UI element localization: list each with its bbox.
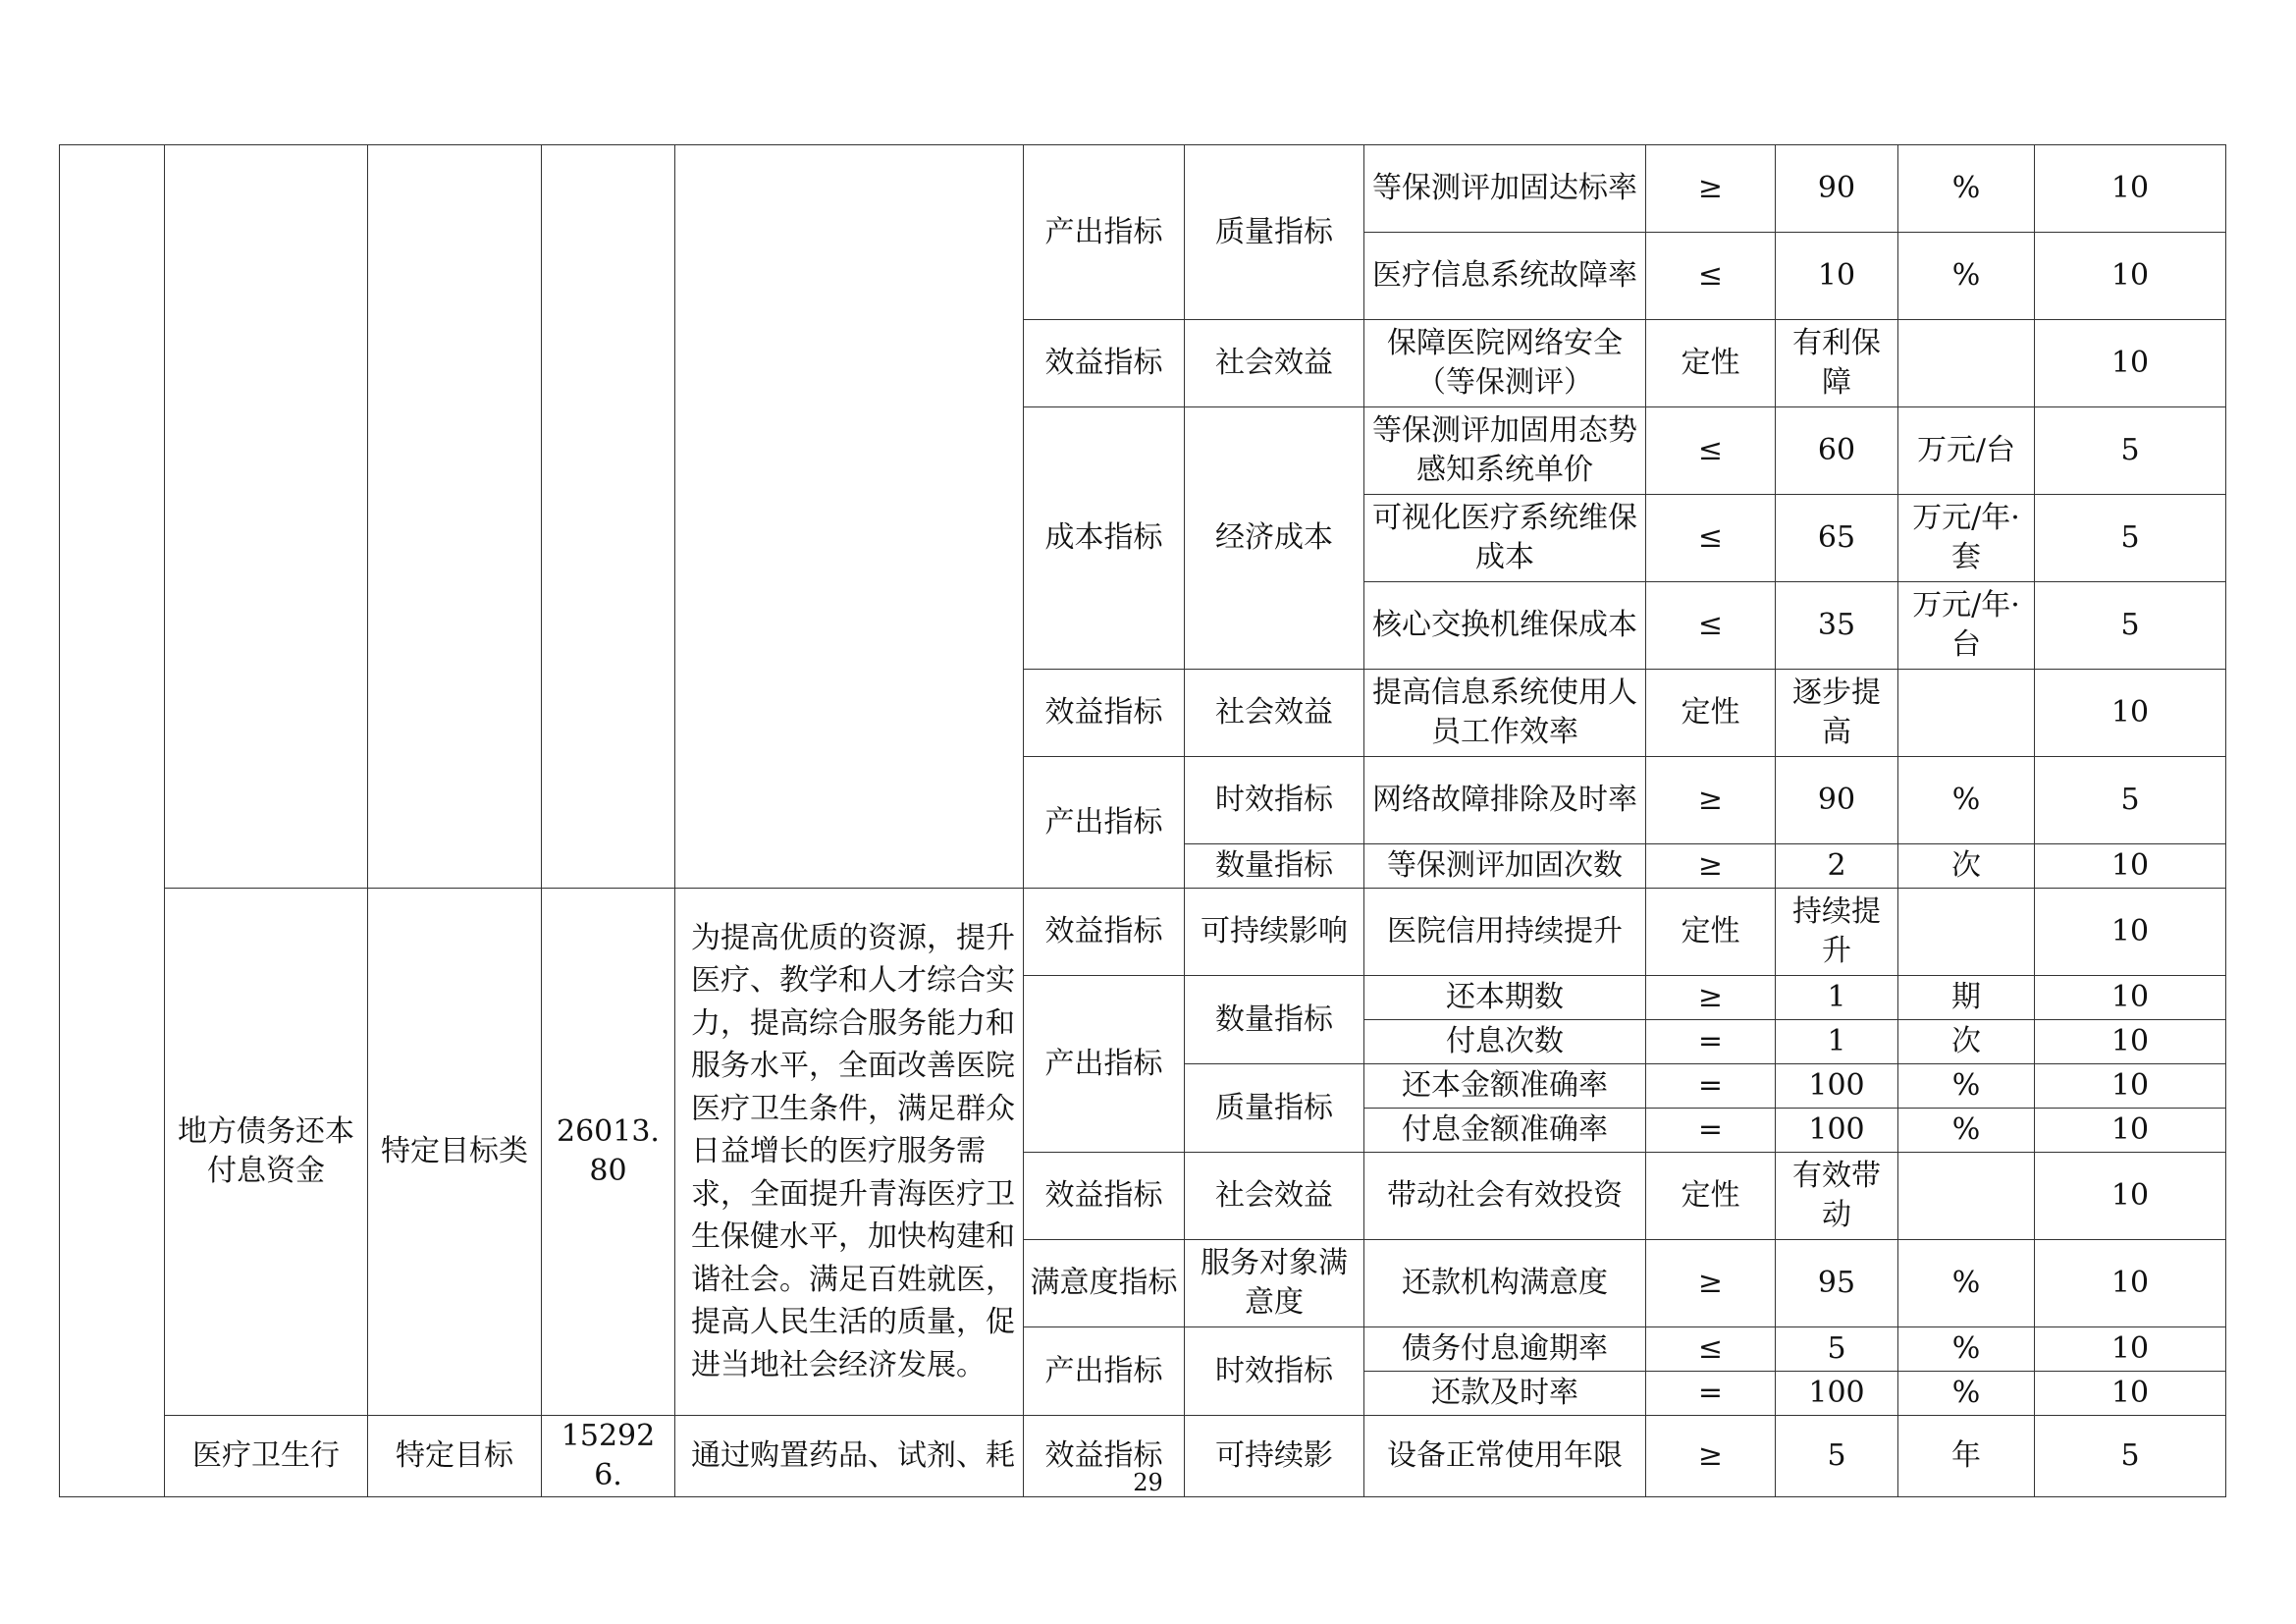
level2-indicator-cell: 质量指标 xyxy=(1185,145,1364,320)
operator-cell: ≥ xyxy=(1646,976,1776,1020)
operator-cell: = xyxy=(1646,1064,1776,1109)
level2-indicator-cell: 时效指标 xyxy=(1185,757,1364,844)
indicator-name-cell: 医院信用持续提升 xyxy=(1364,889,1646,976)
unit-cell: 万元/台 xyxy=(1898,407,2035,495)
blank-index-cell xyxy=(60,145,165,1497)
level1-indicator-cell: 成本指标 xyxy=(1024,407,1185,670)
value-cell: 2 xyxy=(1776,844,1898,889)
unit-cell: 期 xyxy=(1898,976,2035,1020)
indicator-name-cell: 等保测评加固达标率 xyxy=(1364,145,1646,233)
unit-cell: % xyxy=(1898,1064,2035,1109)
indicator-name-cell: 医疗信息系统故障率 xyxy=(1364,233,1646,320)
indicator-name-cell: 付息金额准确率 xyxy=(1364,1109,1646,1153)
level2-indicator-cell: 质量指标 xyxy=(1185,1064,1364,1153)
score-cell: 10 xyxy=(2035,889,2226,976)
value-cell: 有效带动 xyxy=(1776,1153,1898,1240)
unit-cell: % xyxy=(1898,1327,2035,1372)
level1-indicator-cell: 产出指标 xyxy=(1024,757,1185,889)
indicator-name-cell: 核心交换机维保成本 xyxy=(1364,582,1646,670)
operator-cell: ≤ xyxy=(1646,582,1776,670)
page-number: 29 xyxy=(1133,1469,1163,1496)
project-name-cell xyxy=(165,145,368,889)
unit-cell xyxy=(1898,320,2035,407)
unit-cell: 次 xyxy=(1898,844,2035,889)
performance-target-cell: 通过购置药品、试剂、耗 xyxy=(675,1416,1024,1497)
level1-indicator-cell: 产出指标 xyxy=(1024,145,1185,320)
table-row xyxy=(60,889,2226,976)
indicator-name-cell: 等保测评加固用态势感知系统单价 xyxy=(1364,407,1646,495)
project-amount-cell: 152926. xyxy=(542,1416,675,1497)
score-cell: 5 xyxy=(2035,495,2226,582)
project-amount-cell xyxy=(542,145,675,889)
level1-indicator-cell: 产出指标 xyxy=(1024,976,1185,1153)
level2-indicator-cell: 经济成本 xyxy=(1185,407,1364,670)
unit-cell: % xyxy=(1898,233,2035,320)
unit-cell: % xyxy=(1898,757,2035,844)
indicator-name-cell: 还本金额准确率 xyxy=(1364,1064,1646,1109)
level2-indicator-cell: 时效指标 xyxy=(1185,1327,1364,1416)
value-cell: 35 xyxy=(1776,582,1898,670)
performance-target-cell xyxy=(675,145,1024,889)
score-cell: 10 xyxy=(2035,320,2226,407)
indicator-name-cell: 还本期数 xyxy=(1364,976,1646,1020)
value-cell: 持续提升 xyxy=(1776,889,1898,976)
value-cell: 5 xyxy=(1776,1416,1898,1497)
unit-cell xyxy=(1898,889,2035,976)
level2-indicator-cell: 数量指标 xyxy=(1185,844,1364,889)
project-amount-cell: 26013.80 xyxy=(542,889,675,1416)
score-cell: 5 xyxy=(2035,757,2226,844)
operator-cell: = xyxy=(1646,1020,1776,1064)
indicator-name-cell: 带动社会有效投资 xyxy=(1364,1153,1646,1240)
value-cell: 95 xyxy=(1776,1240,1898,1327)
level2-indicator-cell: 可持续影 xyxy=(1185,1416,1364,1497)
value-cell: 100 xyxy=(1776,1064,1898,1109)
unit-cell xyxy=(1898,1153,2035,1240)
indicator-name-cell: 设备正常使用年限 xyxy=(1364,1416,1646,1497)
value-cell: 90 xyxy=(1776,757,1898,844)
indicator-name-cell: 提高信息系统使用人员工作效率 xyxy=(1364,670,1646,757)
level1-indicator-cell: 产出指标 xyxy=(1024,1327,1185,1416)
score-cell: 10 xyxy=(2035,1020,2226,1064)
operator-cell: ≤ xyxy=(1646,495,1776,582)
level2-indicator-cell: 社会效益 xyxy=(1185,320,1364,407)
unit-cell xyxy=(1898,670,2035,757)
indicator-name-cell: 付息次数 xyxy=(1364,1020,1646,1064)
unit-cell: 次 xyxy=(1898,1020,2035,1064)
table-row xyxy=(60,145,2226,233)
score-cell: 10 xyxy=(2035,1372,2226,1416)
value-cell: 有利保障 xyxy=(1776,320,1898,407)
score-cell: 10 xyxy=(2035,1153,2226,1240)
score-cell: 10 xyxy=(2035,976,2226,1020)
unit-cell: % xyxy=(1898,1240,2035,1327)
score-cell: 10 xyxy=(2035,1327,2226,1372)
project-name-cell: 医疗卫生行 xyxy=(165,1416,368,1497)
score-cell: 10 xyxy=(2035,1240,2226,1327)
value-cell: 90 xyxy=(1776,145,1898,233)
value-cell: 100 xyxy=(1776,1109,1898,1153)
indicator-name-cell: 网络故障排除及时率 xyxy=(1364,757,1646,844)
value-cell: 1 xyxy=(1776,1020,1898,1064)
indicator-name-cell: 可视化医疗系统维保成本 xyxy=(1364,495,1646,582)
score-cell: 5 xyxy=(2035,582,2226,670)
score-cell: 10 xyxy=(2035,145,2226,233)
value-cell: 5 xyxy=(1776,1327,1898,1372)
level1-indicator-cell: 满意度指标 xyxy=(1024,1240,1185,1327)
operator-cell: 定性 xyxy=(1646,320,1776,407)
indicator-name-cell: 等保测评加固次数 xyxy=(1364,844,1646,889)
score-cell: 10 xyxy=(2035,844,2226,889)
value-cell: 1 xyxy=(1776,976,1898,1020)
value-cell: 逐步提高 xyxy=(1776,670,1898,757)
level1-indicator-cell: 效益指标 xyxy=(1024,889,1185,976)
unit-cell: % xyxy=(1898,145,2035,233)
level2-indicator-cell: 社会效益 xyxy=(1185,670,1364,757)
indicator-name-cell: 债务付息逾期率 xyxy=(1364,1327,1646,1372)
unit-cell: % xyxy=(1898,1372,2035,1416)
project-name-cell: 地方债务还本付息资金 xyxy=(165,889,368,1416)
unit-cell: 年 xyxy=(1898,1416,2035,1497)
operator-cell: 定性 xyxy=(1646,670,1776,757)
operator-cell: 定性 xyxy=(1646,1153,1776,1240)
operator-cell: ≥ xyxy=(1646,1416,1776,1497)
operator-cell: = xyxy=(1646,1109,1776,1153)
unit-cell: % xyxy=(1898,1109,2035,1153)
indicator-name-cell: 还款及时率 xyxy=(1364,1372,1646,1416)
operator-cell: ≤ xyxy=(1646,407,1776,495)
score-cell: 5 xyxy=(2035,1416,2226,1497)
score-cell: 10 xyxy=(2035,1064,2226,1109)
indicator-name-cell: 还款机构满意度 xyxy=(1364,1240,1646,1327)
performance-target-cell: 为提高优质的资源，提升医疗、教学和人才综合实力，提高综合服务能力和服务水平，全面改善医院医疗卫生条件，满足群众日益增长的医疗服务需求，全面提升青海医疗卫生保健水平，加快构建和谐社会。满足百姓就医，提高人民生活的质量，促进当地社会经济发展。 xyxy=(675,889,1024,1416)
operator-cell: ≥ xyxy=(1646,145,1776,233)
value-cell: 10 xyxy=(1776,233,1898,320)
level2-indicator-cell: 社会效益 xyxy=(1185,1153,1364,1240)
value-cell: 65 xyxy=(1776,495,1898,582)
level1-indicator-cell: 效益指标 xyxy=(1024,320,1185,407)
project-category-cell xyxy=(368,145,542,889)
value-cell: 100 xyxy=(1776,1372,1898,1416)
project-category-cell: 特定目标 xyxy=(368,1416,542,1497)
operator-cell: ≥ xyxy=(1646,844,1776,889)
level2-indicator-cell: 可持续影响 xyxy=(1185,889,1364,976)
level1-indicator-cell: 效益指标 xyxy=(1024,670,1185,757)
operator-cell: ≥ xyxy=(1646,757,1776,844)
operator-cell: = xyxy=(1646,1372,1776,1416)
operator-cell: 定性 xyxy=(1646,889,1776,976)
level1-indicator-cell: 效益指标 xyxy=(1024,1416,1185,1497)
operator-cell: ≤ xyxy=(1646,1327,1776,1372)
indicator-name-cell: 保障医院网络安全（等保测评） xyxy=(1364,320,1646,407)
level1-indicator-cell: 效益指标 xyxy=(1024,1153,1185,1240)
score-cell: 10 xyxy=(2035,670,2226,757)
score-cell: 10 xyxy=(2035,1109,2226,1153)
level2-indicator-cell: 数量指标 xyxy=(1185,976,1364,1064)
level2-indicator-cell: 服务对象满意度 xyxy=(1185,1240,1364,1327)
operator-cell: ≥ xyxy=(1646,1240,1776,1327)
value-cell: 60 xyxy=(1776,407,1898,495)
score-cell: 5 xyxy=(2035,407,2226,495)
operator-cell: ≤ xyxy=(1646,233,1776,320)
unit-cell: 万元/年·台 xyxy=(1898,582,2035,670)
performance-indicator-table xyxy=(59,144,2226,1497)
unit-cell: 万元/年·套 xyxy=(1898,495,2035,582)
project-category-cell: 特定目标类 xyxy=(368,889,542,1416)
score-cell: 10 xyxy=(2035,233,2226,320)
